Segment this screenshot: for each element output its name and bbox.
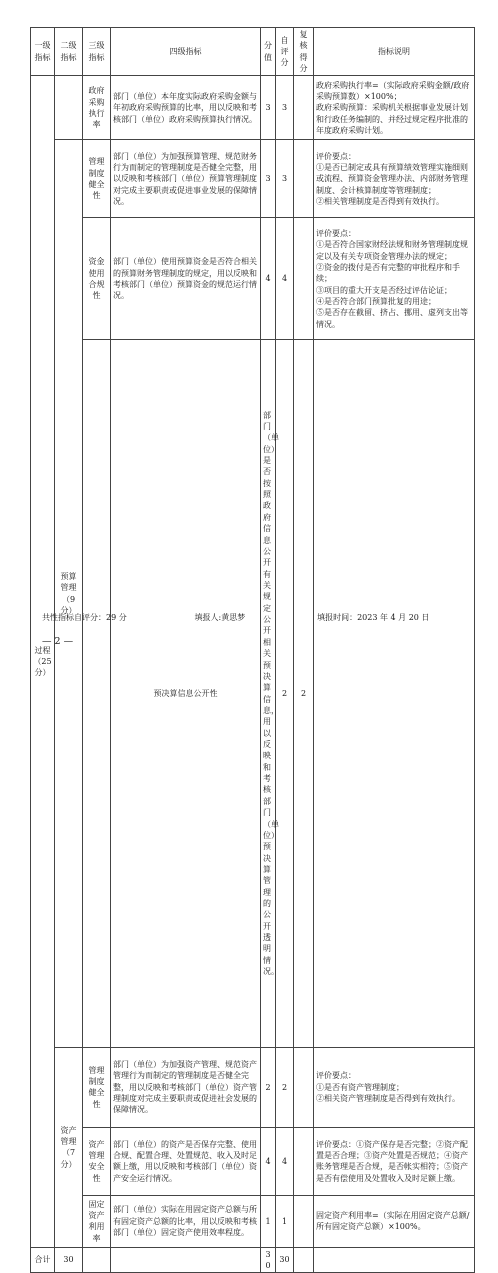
header-level2: 二级指标 — [55, 28, 83, 76]
header-description: 指标说明 — [314, 28, 475, 76]
score-cell: 3 — [261, 76, 276, 140]
table-row — [31, 140, 475, 218]
self-score-cell: 3 — [276, 76, 294, 140]
score-cell: 3 — [261, 140, 276, 218]
desc-line: 评价要点： — [316, 151, 356, 161]
total-score: 30 — [55, 1247, 83, 1273]
desc-line: 政府采购预算：采购机关根据事业发展计划和行政任务编制的、并经过规定程序批准的年度政府采购计划。 — [316, 103, 468, 135]
review-score-cell — [314, 340, 475, 1047]
score-cell: 1 — [261, 1195, 276, 1247]
table-row — [31, 340, 475, 1047]
level4-text: 部门（单位）本年度实际政府采购金额与年初政府采购预算的比率，用以反映和考核部门（单位）政府采购预算执行情况。 — [111, 76, 261, 140]
table-row — [31, 76, 475, 140]
review-score-cell — [294, 1195, 314, 1247]
level3-name: 政府采购执行率 — [83, 76, 111, 140]
description-cell — [314, 1047, 475, 1127]
score-cell: 2 — [261, 1047, 276, 1127]
footer — [42, 612, 482, 623]
self-score-cell: 3 — [276, 140, 294, 218]
desc-line: 评价要点： — [316, 228, 356, 238]
level2-empty — [83, 340, 111, 1047]
desc-line: ①是否有资产管理制度； — [316, 1082, 404, 1092]
desc-line: ①是否符合国家财经法规和财务管理制度规定以及有关专项资金管理办法的规定； — [316, 240, 468, 261]
level3-name: 预决算信息公开性 — [111, 340, 261, 1047]
empty-cell — [111, 1247, 261, 1273]
level2-asset: 资产管理（7分） — [55, 1047, 83, 1247]
desc-line: 固定资产利用率=（实际在用固定资产总额/所有固定资产总额）×100%。 — [316, 1210, 470, 1232]
self-score-cell: 4 — [276, 1127, 294, 1195]
empty-cell — [314, 1247, 475, 1273]
review-score-cell — [294, 76, 314, 140]
description-cell — [314, 218, 475, 340]
desc-line: ④是否符合部门预算批复的用途； — [316, 296, 436, 306]
header-level4: 四级指标 — [111, 28, 261, 76]
level4-text: 部门（单位）为加强资产管理、规范资产管理行为而制定的管理制度是否健全完整，用以反映和考核部门（单位）资产管理制度对完成主要职责或促进社会发展的保障情况。 — [111, 1047, 261, 1127]
footer-date: 填报时间：2023 年 4 月 20 日 — [317, 613, 430, 622]
footer-self-score: 共性指标自评分：29 分 — [42, 613, 127, 622]
desc-line: ②相关管理制度是否得到有效执行。 — [316, 196, 444, 206]
desc-line: 评价要点： — [316, 1071, 356, 1081]
desc-line: ③项目的重大开支是否经过评估论证； — [316, 285, 452, 295]
self-score-cell: 2 — [276, 1047, 294, 1127]
page-number: — 2 — — [42, 636, 74, 647]
level3-name: 资金使用合规性 — [83, 218, 111, 340]
score-cell: 4 — [261, 1127, 276, 1195]
score-cell: 4 — [261, 218, 276, 340]
level3-name: 管理制度健全性 — [83, 140, 111, 218]
description-cell — [314, 1195, 475, 1247]
review-score-cell — [294, 140, 314, 218]
empty-cell — [294, 1247, 314, 1273]
self-score-cell: 2 — [294, 340, 314, 1047]
level3-name: 管理制度健全性 — [83, 1047, 111, 1127]
indicator-table — [30, 27, 475, 1273]
desc-line: 政府采购执行率=（实际政府采购金额/政府采购预算数）×100%； — [316, 80, 470, 101]
header-self-score: 自评分 — [276, 28, 294, 76]
total-review-score: 30 — [276, 1247, 294, 1273]
table-row — [31, 218, 475, 340]
header-row — [31, 28, 475, 76]
level3-name: 固定资产利用率 — [83, 1195, 111, 1247]
table-row — [31, 1127, 475, 1195]
desc-line: ①是否已制定或具有预算绩效管理实施细则或流程、预算资金管理办法、内部财务管理制度、会计核算制度等管理制度； — [316, 162, 468, 195]
header-review-score: 复核得分 — [294, 28, 314, 76]
level4-text: 部门（单位）的资产是否保存完整、使用合规、配置合理、处置规范、收入及时足额上缴，用以反映和考核部门（单位）资产安全运行情况。 — [111, 1127, 261, 1195]
self-score-cell: 4 — [276, 218, 294, 340]
footer-filler: 填报人:黄思梦 — [194, 613, 246, 622]
level4-text: 部门（单位）为加强预算管理、规范财务行为而制定的管理制度是否健全完整，用以反映和考核部门（单位）预算管理制度对完成主要职责或促进事业发展的保障情况。 — [111, 140, 261, 218]
empty-cell — [83, 1247, 111, 1273]
desc-line: ②相关资产管理制度是否得到有效执行。 — [316, 1093, 460, 1103]
header-level3: 三级指标 — [83, 28, 111, 76]
table-row — [31, 1047, 475, 1127]
description-cell — [314, 76, 475, 140]
level2-budget: 预算管理（9分） — [55, 140, 83, 1047]
table-row — [31, 1195, 475, 1247]
review-score-cell — [294, 218, 314, 340]
desc-line: 评价要点：①资产保存是否完整；②资产配置是否合理；③资产处置是否规范；④资产账务管理是否合规，是否帐实相符；⑤资产是否有偿使用及处置收入及时足额上缴。 — [316, 1139, 468, 1183]
description-cell — [314, 140, 475, 218]
level4-text: 部门（单位）使用预算资金是否符合相关的预算财务管理制度的规定，用以反映和考核部门（单位）预算资金的规范运行情况。 — [111, 218, 261, 340]
header-score: 分值 — [261, 28, 276, 76]
desc-line: ⑤是否存在截留、挤占、挪用、虚列支出等情况。 — [316, 308, 468, 329]
level4-text: 部门（单位）实际在用固定资产总额与所有固定资产总额的比率，用以反映和考核部门（单位）固定资产使用效率程度。 — [111, 1195, 261, 1247]
total-self-score: 30 — [261, 1247, 276, 1273]
self-score-cell: 1 — [276, 1195, 294, 1247]
total-row — [31, 1247, 475, 1273]
level2-empty — [55, 76, 83, 140]
total-label: 合计 — [31, 1247, 55, 1273]
score-cell: 2 — [276, 340, 294, 1047]
level4-text: 部门（单位）是否按照政府信息公开有关规定公开相关预决算信息，用以反映和考核部门（单位）预决算管理的公开透明情况。 — [261, 340, 276, 1047]
level3-name: 资产管理安全性 — [83, 1127, 111, 1195]
indicator-sheet — [30, 27, 474, 1273]
review-score-cell — [294, 1047, 314, 1127]
header-level1: 一级指标 — [31, 28, 55, 76]
description-cell — [314, 1127, 475, 1195]
level1-process: 过程（25分） — [31, 76, 55, 1247]
review-score-cell — [294, 1127, 314, 1195]
desc-line: ②资金的拨付是否有完整的审批程序和手续； — [316, 262, 460, 284]
